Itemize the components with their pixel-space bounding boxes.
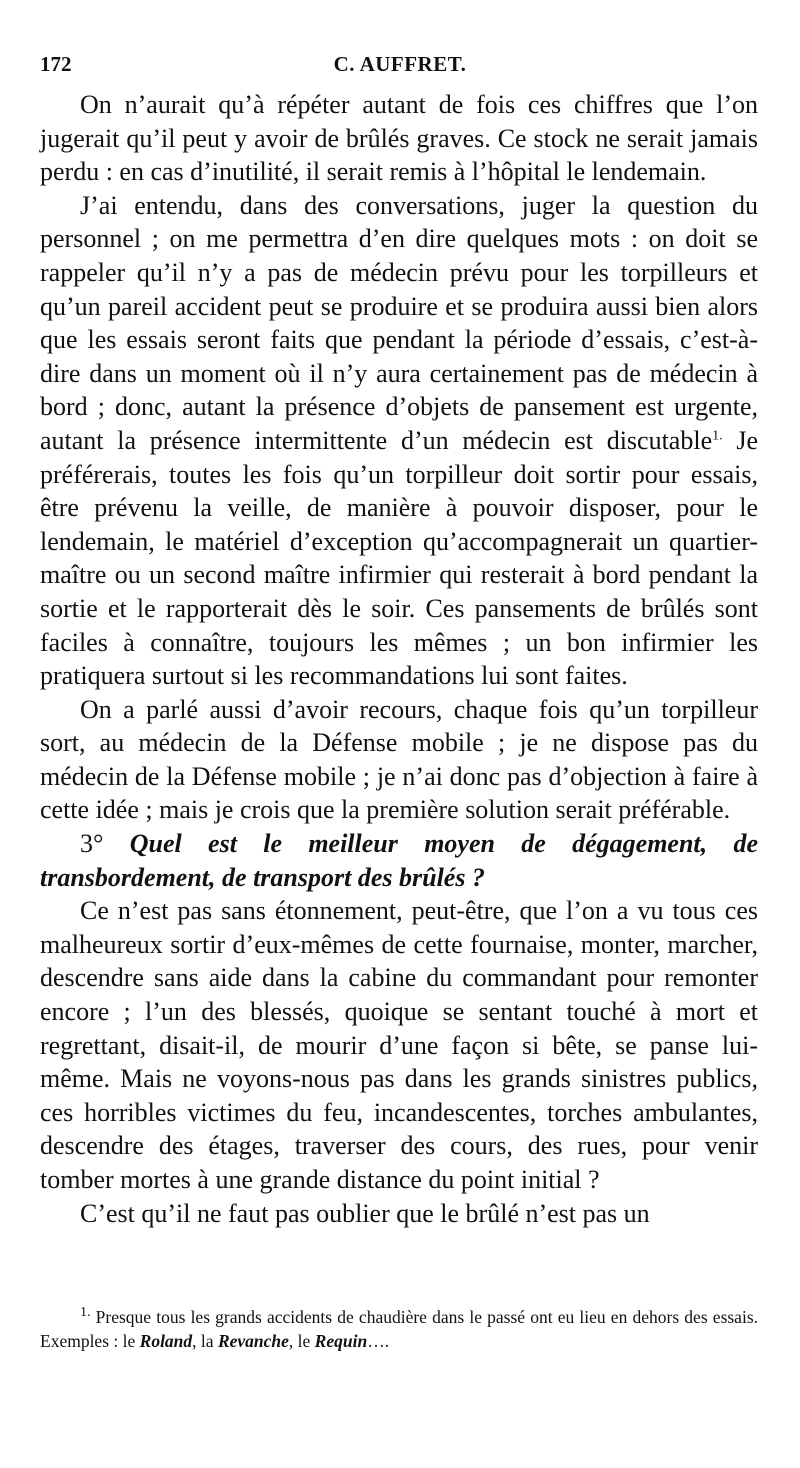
- paragraph: C’est qu’il ne faut pas oublier que le brûlé n’est pas un: [80, 1198, 650, 1228]
- paragraph: On a parlé aussi d’avoir recours, chaque fois qu’un torpilleur sort, au médecin de la Défense mobile ; je ne dispose pas du médecin de la Défense mobile ; je n’ai donc pas d’objection à faire à cette idée ; mais je crois que la première solution serait préférable.: [40, 694, 758, 825]
- page-header: [40, 52, 760, 84]
- running-head: C. AUFFRET.: [333, 52, 467, 76]
- section-title: Quel est le meilleur moyen de dégagement, de transbordement, de transport des brûlés ?: [40, 829, 759, 892]
- footnote-ending: ….: [367, 1331, 390, 1351]
- footnote-reference: 1.: [712, 428, 723, 444]
- page-number: 172: [40, 52, 72, 76]
- paragraph-text: Je préférerais, toutes les fois qu’un torpilleur doit sortir pour essais, être prévenu la veille, de manière à pouvoir disposer, pour le lendemain, le matériel d’exception qu’accompagnerait un quartier-maître ou un second maître infirmier qui resterait à bord pendant la sortie et le rapporterait dès le soir. Ces pansements de brûlés sont faciles à connaître, toujours les mêmes ; un bon infirmier les pratiquera surtout si les recommandations lui sont faites.: [40, 425, 758, 691]
- footnote-body: Presque tous les grands accidents de chaudière dans le passé ont eu lieu en dehors des essais. Exemples : le: [40, 1307, 758, 1351]
- paragraph-text: J’ai entendu, dans des conversations, juger la question du personnel ; on me permettra d’en dire quelques mots : on doit se rappeler qu’il n’y a pas de médecin prévu pour les torpilleurs et qu’un pareil accident peut se produire et se produira aussi bien alors que les essais seront faits que pendant la période d’essais, c’est-à-dire dans un moment où il n’y aura certainement pas de médecin à bord ; donc, autant la présence d’objets de pansement est urgente, autant la présence intermittente d’un médecin est discutable: [40, 190, 758, 455]
- section-number: 3°: [80, 829, 104, 859]
- ship-name: Roland: [139, 1331, 193, 1351]
- paragraph: Ce n’est pas sans étonnement, peut-être, que l’on a vu tous ces malheureux sortir d’eux-mêmes de cette fournaise, monter, marcher, descendre sans aide dans la cabine du commandant pour remonter encore ; l’un des blessés, quoique se sentant touché à mort et regrettant, disait-il, de mourir d’une façon si bête, se panse lui-même. Mais ne voyons-nous pas dans les grands sinistres publics, ces horribles victimes du feu, incandescentes, torches ambulantes, descendre des étages, traverser des cours, des rues, pour venir tomber mortes à une grande distance du point initial ?: [40, 896, 758, 1194]
- footnote-text: [40, 1305, 758, 1353]
- footnote-separator: , la: [192, 1331, 218, 1351]
- footnote-marker: 1.: [80, 1305, 91, 1321]
- section-heading: [40, 827, 758, 894]
- paragraph: [40, 189, 758, 693]
- paragraph: On n’aurait qu’à répéter autant de fois ces chiffres que l’on jugerait qu’il peut y avoir de brûlés graves. Ce stock ne serait jamais perdu : en cas d’inutilité, il serait remis à l’hôpital le lendemain.: [40, 90, 758, 187]
- body-text: [40, 88, 758, 1230]
- footnote-separator: , le: [288, 1331, 315, 1351]
- footnote: [40, 1305, 758, 1353]
- ship-name: Revanche: [217, 1331, 289, 1351]
- ship-name: Requin: [314, 1331, 368, 1351]
